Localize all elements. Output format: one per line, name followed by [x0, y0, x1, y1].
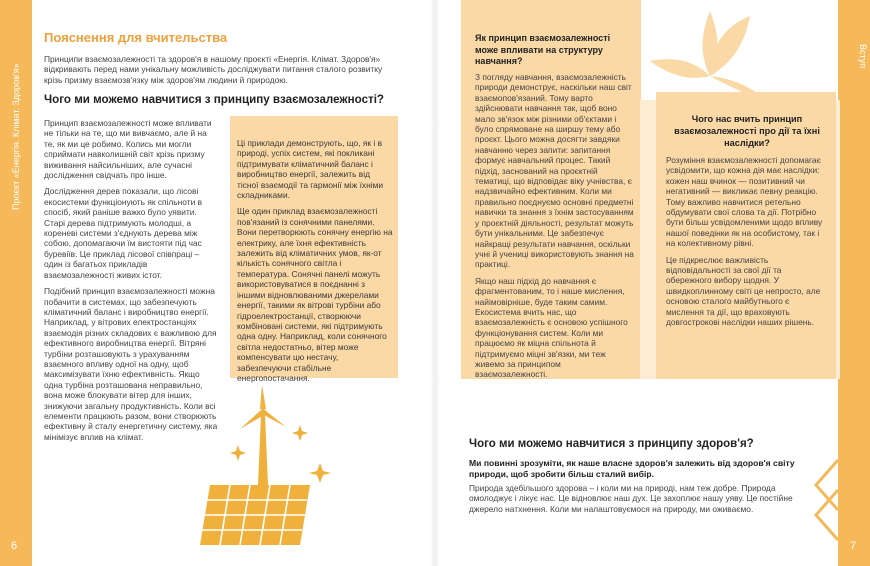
paragraph: Подібний принцип взаємозалежності можна побачити в системах, що забезпечують кліматичний баланс і виробництво енергії. Наприклад, у вітрових електростанціях взаємодія різних складових є важливою для ефективного виробництва енергії. Вітряні турбіни розташовують з урахуванням взаємного впливу одної на одну, щоб максимізувати їхню ефективність. Якщо одна турбіна розташована неправильно, вона може блокувати вітер для інших, знижуючи загальну продуктивність. Коли всі елементи працюють разом, вони створюють ефективну й сталу енергетичну систему, яка мінімізує вплив на клімат.	[44, 286, 218, 442]
right-panel-heading: Чого нас вчить принцип взаємозалежності про дії та їхні наслідки?	[674, 114, 820, 148]
chevron-decoration	[812, 430, 838, 565]
wind-solar-illustration	[190, 385, 380, 555]
paragraph: Якщо наш підхід до навчання є фрагментованим, то і наше мислення, найімовірніше, буде таким самим. Екосистема вчить нас, що взаємозалежність є основою успішного функціонування систем. Коли ми працюємо як міцна спільнота й підтримуємо міцні зв'язки, ми теж живемо за принципом взаємозалежності.	[475, 275, 628, 380]
leaf-icon	[640, 6, 770, 96]
left-side-label: Проєкт «Енергія. Клімат. Здоров'я»	[11, 63, 21, 210]
sparkle-icon	[292, 425, 308, 441]
left-title-wrap	[44, 30, 424, 45]
mid-panel-text	[475, 72, 635, 386]
paragraph: Дослідження дерев показали, що лісові екосистеми функціонують як спільноти в спосіб, який раніше важко було уявити. Старі дерева підтримують молодші, а кореневі системи з'єднують дерева між собою, допомагаючи їм вистояти під час буревіїв. Це приклад лісової співпраці – один із багатьох прикладів взаємозалежності живих істот.	[44, 186, 203, 280]
page-title: Пояснення для вчительства	[44, 30, 228, 45]
example-box-text	[237, 138, 393, 389]
intro-text: Принципи взаємозалежності та здоров'я в нашому проєкті «Енергія. Клімат. Здоров'я» відкривають перед нами унікальну можливість досліджувати питання сталого розвитку крізь призму взаємозв'язку між здоров'ям людини й природою.	[44, 54, 383, 85]
book-gutter	[430, 0, 440, 566]
left-page-number: 6	[11, 540, 18, 552]
turbine-blade	[260, 385, 266, 409]
health-body-text: Природа здебільшого здорова – і коли ми на природі, нам теж добре. Природа омолоджує і лікує нас. Це відновлює наш дух. Це захоплює нашу уяву. Це постійне джерело натхнення. Коли ми налаштовуємося на природу, ми оживаємо.	[469, 483, 793, 514]
paragraph: Принцип взаємозалежності може впливати не тільки на те, що ми вивчаємо, але й на те, як ми це робимо. Колись ми могли сприймати навколишній світ крізь призму виживання найсильніших, але сучасні дослідження свідчать про інше.	[44, 118, 212, 181]
turbine-blade	[264, 411, 286, 427]
sparkle-icon	[230, 445, 246, 461]
paragraph: З погляду навчання, взаємозалежність природи демонструє, наскільки наш світ взаємопов'язаний. Тому варто здійснювати навчання так, щоб воно мало зв'язок між різними об'єктами і було спрямоване на ширшу тему або проєкт. Цього можна досягти завдяки навчанню через запити: запитання формує навчальний процес. Такий підхід, заснований на проєктній тематиці, що відповідає вікy учнівства, є надзвичайно ефективним. Коли ми правильно поєднуємо основні предметні навички та знання з їхнім застосуванням у проєктній діяльності, результат можуть бути унікальними. Це забезпечує найкращі результати навчання, оскільки учні й учениці використовують знання на практиці.	[475, 72, 634, 270]
paragraph: Ще один приклад взаємозалежності пов'язаний із сонячними панелями. Вони перетворюють сонячну енергію на електрику, але їхня ефективність залежить від кліматичних умов, як-от кількість сонячного світла і температура. Сонячні панелі можуть використовуватися в поєднанні з іншими відновлюваними джерелами енергії, такими як вітрові турбіни або гідроелектростанції, створюючи комбіновані системи, які підтримують одна одну. Наприклад, коли сонячного світла недостатньо, вітер може компенсувати цю нестачу, забезпечуючи стабільне енергопостачання.	[237, 206, 393, 383]
right-side-label: Вступ	[858, 43, 868, 69]
health-lead-text: Ми повинні зрозуміти, як наше власне здоров'я залежить від здоров'я світу природи, щоб зробити більш сталий вибір.	[469, 458, 795, 479]
paragraph: Це підкреслює важливість відповідальності за свої дії та обережного вибору щодня. У швидкоплинному світі це непросто, але основою сталого майбутнього є мислення та дії, що враховують довгострокові наслідки наших рішень.	[666, 254, 821, 328]
turbine-hub	[260, 409, 266, 415]
paragraph: Розуміння взаємозалежності допомагає усвідомити, що кожна дія має наслідки: кожен наш вчинок — позитивний чи негативний — викликає певну реакцію. Тому важливо навчитися ретельно обдумувати свої слова та дії. Потрібно бути більш усвідомленими щодо впливу нашої поведінки як на особистому, так і на колективному рівні.	[666, 155, 823, 249]
turbine-tower	[258, 415, 268, 485]
right-panel-text	[666, 155, 828, 334]
mid-panel-heading: Як принцип взаємозалежності може впливати на структуру навчання?	[475, 33, 611, 66]
sparkle-icon	[309, 463, 331, 483]
turbine-blade	[240, 411, 264, 429]
right-page-number: 7	[850, 540, 857, 552]
paragraph: Ці приклади демонструють, що, як і в природі, успіх систем, які покликані підтримувати кліматичний баланс і виробництво енергії, залежить від тісної взаємодії та гармонії між їхніми складниками.	[237, 138, 384, 201]
section-heading-health: Чого ми можемо навчитися з принципу здоров'я?	[469, 438, 754, 450]
section-heading-interdependence: Чого ми можемо навчитися з принципу взаємозалежності?	[44, 93, 385, 106]
